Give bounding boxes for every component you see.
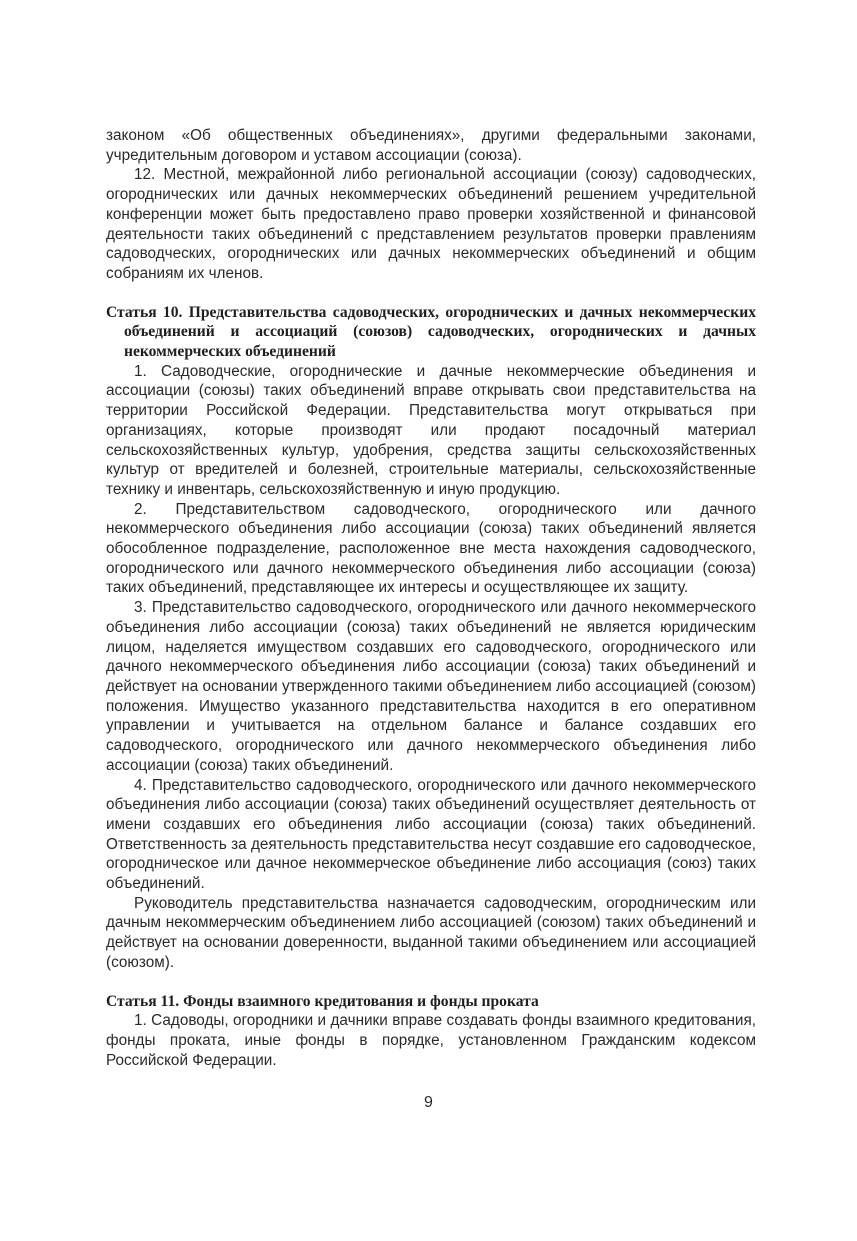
article-10-item-2: 2. Представительством садоводческого, огороднического или дачного некоммерческого объединения либо ассоциации (союза) таких объединений является обособленное подразделение, расположенное вне места нахождения садоводческого, огороднического или дачного некоммерческого объединения либо ассоциации (союза) таких объединений, представляющее их интересы и осуществляющее их защиту. <box>106 500 756 597</box>
article-11-heading: Статья 11. Фонды взаимного кредитования и фонды проката <box>106 992 539 1010</box>
article-11-item-1: 1. Садоводы, огородники и дачники вправе создавать фонды взаимного кредитования, фонды проката, иные фонды в порядке, установленном Гражданским кодексом Российской Федерации. <box>106 1012 756 1069</box>
article-10-item-1: 1. Садоводческие, огороднические и дачные некоммерческие объединения и ассоциации (союзы) таких объединений вправе открывать свои представительства на территории Российской Федерации. Представительства могут открываться при организациях, которые производят или продают посадочный материал сельскохозяйственных культур, удобрения, средства защиты сельскохозяйственных культур от вредителей и болезней, строительные материалы, сельскохозяйственные технику и инвентарь, сельскохозяйственную и иную продукцию. <box>106 362 756 498</box>
article-10-paragraph-head: Руководитель представительства назначается садоводческим, огородническим или дачным некоммерческим объединением либо ассоциацией (союзом) таких объединений и действует на основании доверенности, выданной такими объединением или ассоциацией (союзом). <box>106 894 756 971</box>
page-number: 9 <box>424 1094 433 1111</box>
paragraph-continuation: законом «Об общественных объединениях», другими федеральными законами, учредительным договором и уставом ассоциации (союза). <box>106 127 756 164</box>
article-10-heading: Статья 10. Представительства садоводческих, огороднических и дачных некоммерческих объединений и ассоциаций (союзов) садоводческих, огороднических и дачных некоммерческих объединений <box>106 303 756 361</box>
paragraph-item-12: 12. Местной, межрайонной либо региональной ассоциации (союзу) садоводческих, огороднических или дачных некоммерческих объединений решением учредительной конференции может быть предоставлено право проверки хозяйственной и финансовой деятельности таких объединений с представлением результатов проверки правлениям садоводческих, огороднических или дачных некоммерческих объединений и общим собраниям их членов. <box>106 166 756 282</box>
article-10-item-3: 3. Представительство садоводческого, огороднического или дачного некоммерческого объединения либо ассоциации (союза) таких объединений не является юридическим лицом, наделяется имуществом создавших его садоводческого, огороднического или дачного некоммерческого объединения либо ассоциации (союза) таких объединений и действует на основании утвержденного такими объединением либо ассоциацией (союзом) положения. Имущество указанного представительства находится в его оперативном управлении и учитывается на отдельном балансе и балансе создавших его садоводческого, огороднического или дачного некоммерческого объединения либо ассоциации (союза) таких объединений. <box>106 599 756 774</box>
document-page <box>106 126 756 1070</box>
article-10-item-4: 4. Представительство садоводческого, огороднического или дачного некоммерческого объединения либо ассоциации (союза) таких объединений осуществляет деятельность от имени создавших его объединения либо ассоциации (союза) таких объединений. Ответственность за деятельность представительства несут создавшие его садоводческое, огородническое или дачное некоммерческое объединение либо ассоциация (союз) таких объединений. <box>106 776 756 893</box>
